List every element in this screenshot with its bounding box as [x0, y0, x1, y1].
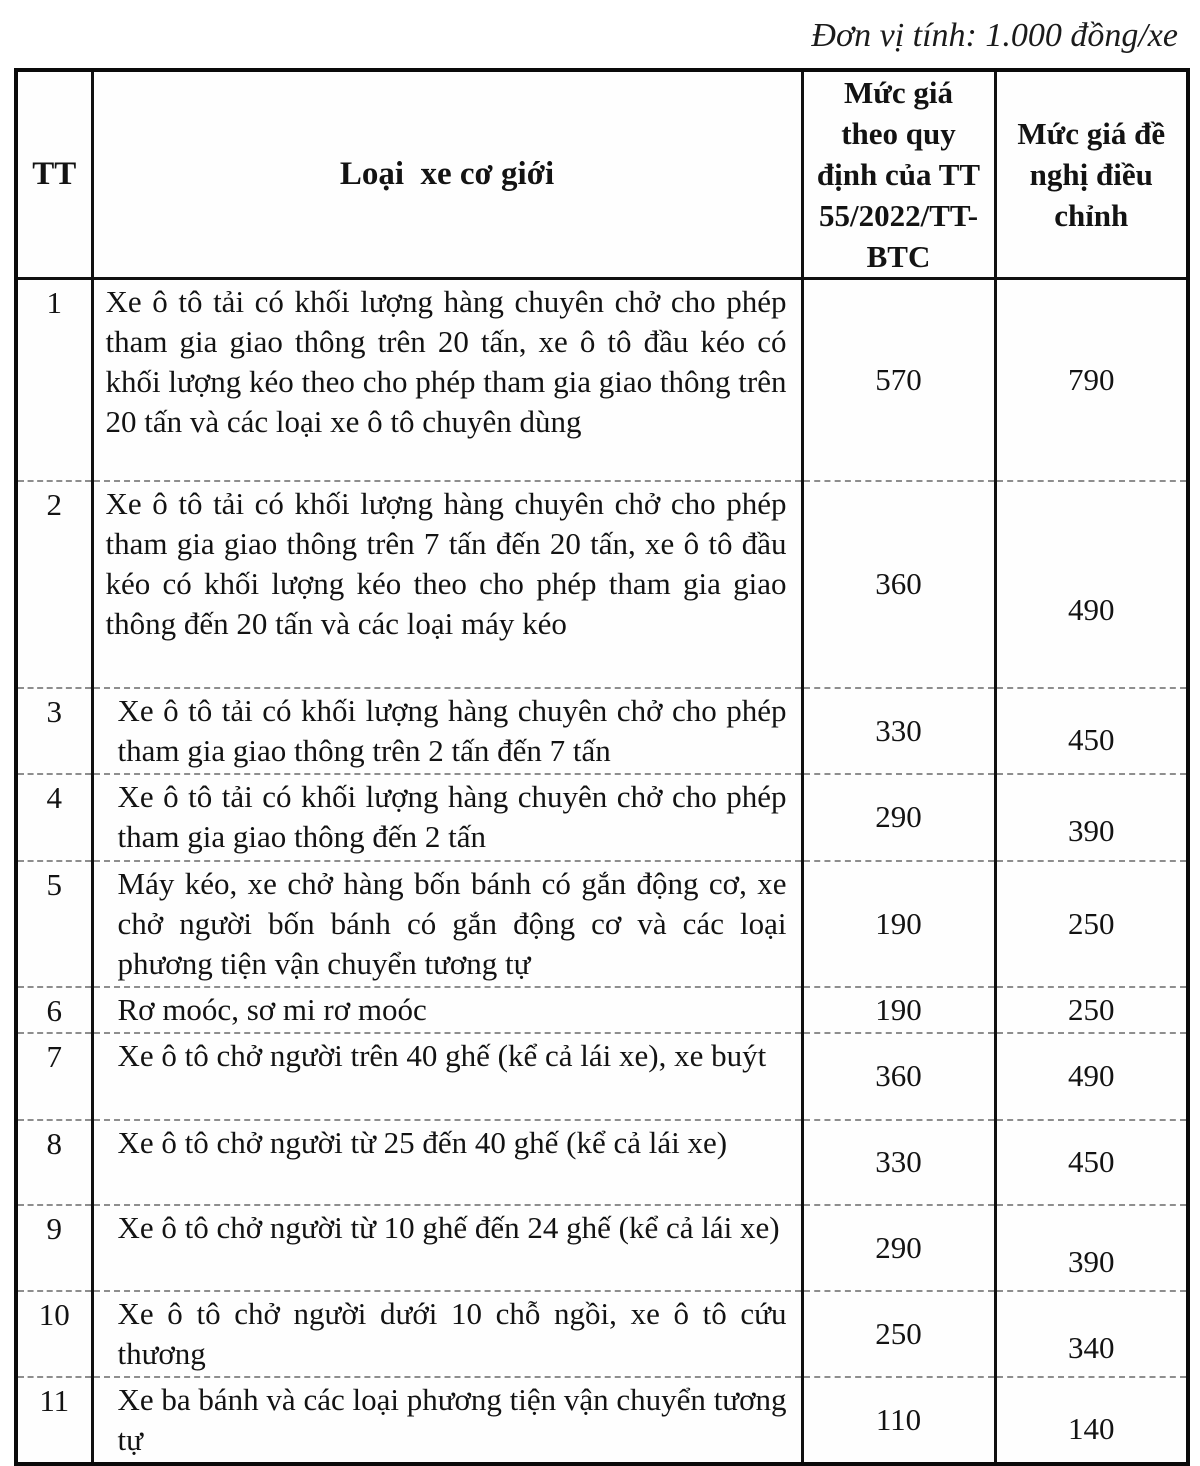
current-price-cell	[802, 1033, 995, 1120]
proposed-price-value: 340	[1068, 1329, 1115, 1365]
row-number: 1	[46, 285, 62, 320]
proposed-price-cell	[995, 774, 1188, 861]
current-price-cell	[802, 861, 995, 987]
proposed-price-value: 250	[1068, 991, 1115, 1027]
row-number: 3	[46, 693, 62, 729]
current-price-value: 570	[875, 361, 922, 397]
current-price-value: 290	[875, 1229, 922, 1265]
proposed-price-value: 390	[1068, 813, 1115, 848]
vehicle-type-cell: Xe ô tô tải có khối lượng hàng chuyên chở cho phép tham gia giao thông trên 20 tấn, xe ô tô đầu kéo có khối lượng kéo theo cho phép tham gia giao thông trên 20 tấn và các loại xe ô tô chuyên dùng	[92, 279, 802, 481]
proposed-price-value: 250	[1068, 905, 1115, 941]
table-row	[16, 1205, 1188, 1291]
vehicle-type-cell: Xe ô tô tải có khối lượng hàng chuyên chở cho phép tham gia giao thông đến 2 tấn	[92, 774, 802, 861]
row-number: 11	[39, 1382, 70, 1418]
table-row	[16, 987, 1188, 1033]
table-row	[16, 1120, 1188, 1205]
table-row	[16, 1291, 1188, 1377]
current-price-cell	[802, 1205, 995, 1291]
vehicle-type-cell: Rơ moóc, sơ mi rơ moóc	[92, 987, 802, 1033]
current-price-cell	[802, 1120, 995, 1205]
proposed-price-cell	[995, 1120, 1188, 1205]
proposed-price-cell	[995, 1205, 1188, 1291]
row-number: 5	[46, 866, 62, 902]
current-price-value: 330	[875, 1144, 922, 1179]
proposed-price-value: 790	[1068, 361, 1115, 397]
current-price-cell	[802, 987, 995, 1033]
current-price-cell	[802, 481, 995, 688]
proposed-price-cell	[995, 861, 1188, 987]
row-number: 8	[46, 1125, 62, 1161]
current-price-value: 190	[875, 991, 922, 1027]
current-price-value: 290	[875, 799, 922, 834]
row-number: 2	[46, 486, 62, 522]
vehicle-type-cell: Xe ô tô chở người dưới 10 chỗ ngồi, xe ô tô cứu thương	[92, 1291, 802, 1377]
table-row	[16, 861, 1188, 987]
row-number: 10	[38, 1296, 70, 1332]
table-row	[16, 481, 1188, 688]
unit-note: Đơn vị tính: 1.000 đồng/xe	[811, 17, 1178, 54]
row-number: 9	[46, 1210, 62, 1246]
table-row	[16, 774, 1188, 861]
vehicle-type-cell: Xe ba bánh và các loại phương tiện vận chuyển tương tự	[92, 1377, 802, 1464]
row-number: 7	[46, 1038, 62, 1074]
row-number: 6	[46, 992, 62, 1028]
proposed-price-value: 490	[1068, 592, 1115, 627]
current-price-cell	[802, 774, 995, 861]
current-price-value: 110	[875, 1401, 922, 1437]
current-price-cell	[802, 279, 995, 481]
proposed-price-value: 140	[1068, 1410, 1115, 1446]
proposed-price-value: 390	[1068, 1243, 1115, 1279]
header-current-price: Mức giá theo quy định của TT 55/2022/TT-BTC	[802, 70, 995, 279]
proposed-price-cell	[995, 481, 1188, 688]
vehicle-type-cell: Xe ô tô tải có khối lượng hàng chuyên chở cho phép tham gia giao thông trên 7 tấn đến 20 tấn, xe ô tô đầu kéo có khối lượng kéo theo cho phép tham gia giao thông đến 20 tấn và các loại máy kéo	[92, 481, 802, 688]
proposed-price-cell	[995, 279, 1188, 481]
header-tt: TT	[16, 70, 92, 279]
proposed-price-cell	[995, 1291, 1188, 1377]
header-vehicle-type: Loại xe cơ giới	[92, 70, 802, 279]
current-price-value: 360	[875, 1058, 922, 1093]
vehicle-type-cell: Máy kéo, xe chở hàng bốn bánh có gắn động cơ, xe chở người bốn bánh có gắn động cơ và các loại phương tiện vận chuyển tương tự	[92, 861, 802, 987]
vehicle-type-cell: Xe ô tô chở người từ 10 ghế đến 24 ghế (kể cả lái xe)	[92, 1205, 802, 1291]
current-price-value: 360	[875, 566, 922, 601]
vehicle-type-cell: Xe ô tô tải có khối lượng hàng chuyên chở cho phép tham gia giao thông trên 2 tấn đến 7 tấn	[92, 688, 802, 774]
vehicle-fee-table	[14, 68, 1190, 1466]
table-header-row	[16, 70, 1188, 279]
current-price-cell	[802, 1377, 995, 1464]
current-price-cell	[802, 688, 995, 774]
proposed-price-cell	[995, 1033, 1188, 1120]
current-price-value: 330	[875, 712, 922, 748]
proposed-price-value: 450	[1068, 721, 1115, 757]
vehicle-type-cell: Xe ô tô chở người từ 25 đến 40 ghế (kể cả lái xe)	[92, 1120, 802, 1205]
current-price-cell	[802, 1291, 995, 1377]
current-price-value: 250	[875, 1315, 922, 1351]
vehicle-type-cell: Xe ô tô chở người trên 40 ghế (kể cả lái xe), xe buýt	[92, 1033, 802, 1120]
proposed-price-cell	[995, 1377, 1188, 1464]
table-row	[16, 1377, 1188, 1464]
proposed-price-value: 490	[1068, 1058, 1115, 1093]
row-number: 4	[46, 779, 62, 815]
header-proposed-price: Mức giá đề nghị điều chỉnh	[995, 70, 1188, 279]
proposed-price-cell	[995, 987, 1188, 1033]
proposed-price-cell	[995, 688, 1188, 774]
table-row	[16, 1033, 1188, 1120]
table-row	[16, 279, 1188, 481]
proposed-price-value: 450	[1068, 1144, 1115, 1179]
current-price-value: 190	[875, 905, 922, 941]
table-row	[16, 688, 1188, 774]
